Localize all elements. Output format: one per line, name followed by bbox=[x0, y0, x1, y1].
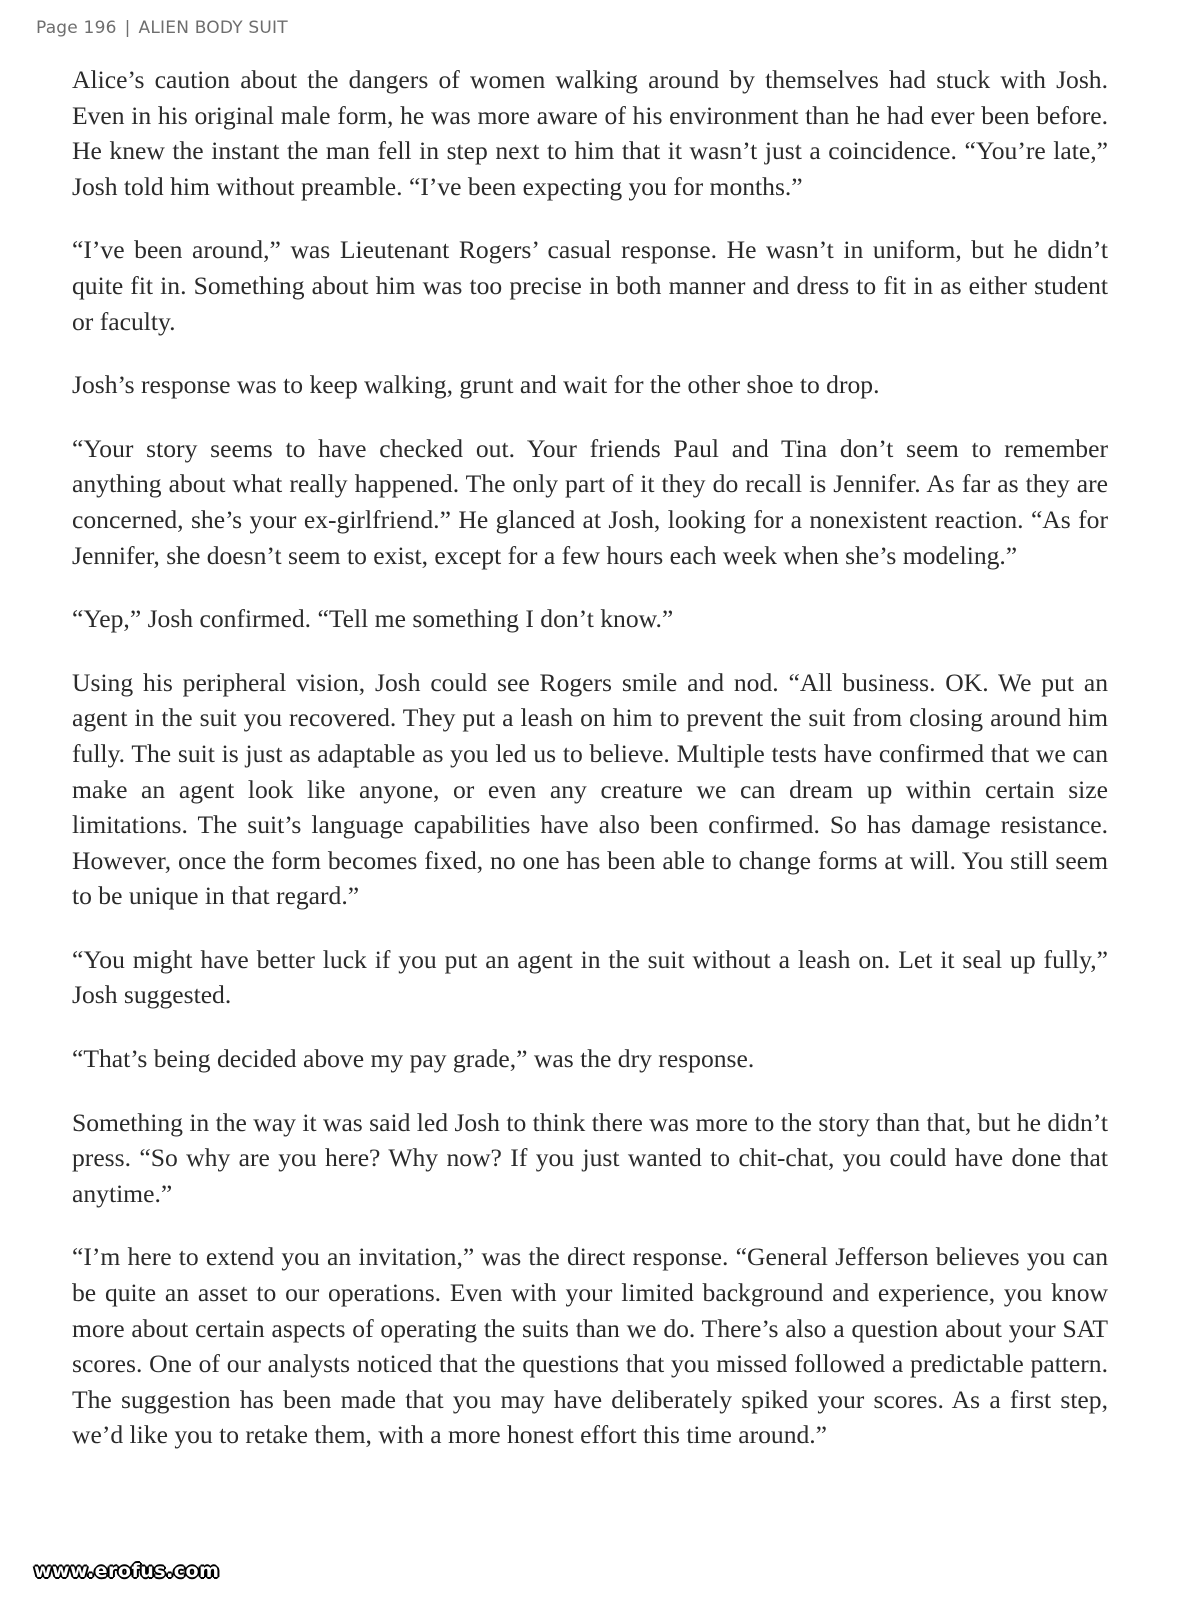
paragraph: Josh’s response was to keep walking, grunt and wait for the other shoe to drop. bbox=[72, 370, 880, 400]
running-header bbox=[36, 18, 288, 38]
paragraph: “Yep,” Josh confirmed. “Tell me something I don’t know.” bbox=[72, 604, 674, 634]
paragraph: “You might have better luck if you put an agent in the suit without a leash on. Let it seal up fully,” Josh suggested. bbox=[72, 944, 1108, 1010]
watermark: www.erofus.com bbox=[34, 1560, 220, 1582]
paragraph: Alice’s caution about the dangers of women walking around by themselves had stuck with Josh. Even in his original male form, he was more aware of his environment than he had ever been before. He knew the instant the man fell in step next to him that it wasn’t just a coincidence. “You’re late,” Josh told him without preamble. “I’ve been expecting you for months.” bbox=[72, 65, 1108, 201]
paragraph: “That’s being decided above my pay grade,” was the dry response. bbox=[72, 1044, 755, 1074]
page-number: Page 196 bbox=[36, 18, 117, 38]
paragraph: “Your story seems to have checked out. Your friends Paul and Tina don’t seem to remember anything about what really happened. The only part of it they do recall is Jennifer. As far as they are concerned, she’s your ex-girlfriend.” He glanced at Josh, looking for a nonexistent reaction. “As for Jennifer, she doesn’t seem to exist, except for a few hours each week when she’s modeling.” bbox=[72, 433, 1108, 570]
paragraph: “I’m here to extend you an invitation,” was the direct response. “General Jefferson believes you can be quite an asset to our operations. Even with your limited background and experience, you know more about certain aspects of operating the suits than we do. There’s also a question about your SAT scores. One of our analysts noticed that the questions that you missed followed a predictable pattern. The suggestion has been made that you may have deliberately spiked your scores. As a first step, we’d like you to retake them, with a more honest effort this time around.” bbox=[72, 1242, 1108, 1450]
header-separator: | bbox=[124, 18, 131, 38]
book-title: ALIEN BODY SUIT bbox=[138, 18, 288, 38]
paragraph: Something in the way it was said led Josh to think there was more to the story than that, but he didn’t press. “So why are you here? Why now? If you just wanted to chit-chat, you could have done that anytime.” bbox=[72, 1107, 1108, 1208]
paragraph: “I’ve been around,” was Lieutenant Rogers’ casual response. He wasn’t in uniform, but he didn’t quite fit in. Something about him was too precise in both manner and dress to fit in as either student or faculty. bbox=[72, 235, 1108, 336]
paragraph: Using his peripheral vision, Josh could see Rogers smile and nod. “All business. OK. We put an agent in the suit you recovered. They put a leash on him to prevent the suit from closing around him fully. The suit is just as adaptable as you led us to believe. Multiple tests have confirmed that we can make an agent look like anyone, or even any creature we can dream up within certain size limitations. The suit’s language capabilities have also been confirmed. So has damage resistance. However, once the form becomes fixed, no one has been able to change forms at will. You still seem to be unique in that regard.” bbox=[72, 667, 1108, 911]
body-text bbox=[72, 62, 1108, 1481]
